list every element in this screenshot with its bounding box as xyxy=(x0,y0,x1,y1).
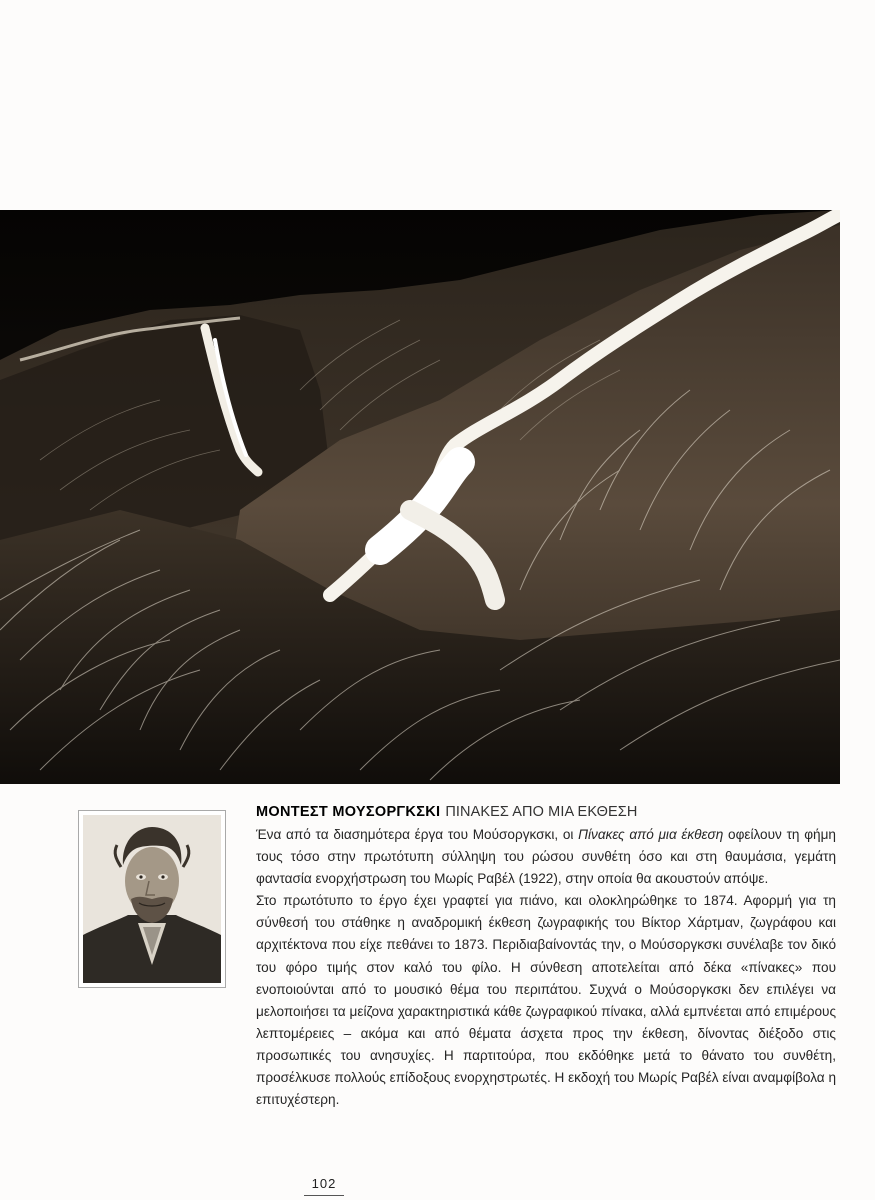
work-title: ΠΙΝΑΚΕΣ ΑΠΟ ΜΙΑ ΕΚΘΕΣΗ xyxy=(445,804,638,820)
paragraph-1-work-title: Πίνακες από μια έκθεση xyxy=(578,827,724,842)
composer-portrait-image xyxy=(83,815,221,983)
composer-portrait xyxy=(78,810,226,988)
page-number: 102 xyxy=(311,1176,337,1191)
grassy-dunes-image xyxy=(0,210,840,784)
paragraph-1-end: οφείλουν τη φήμη τους τόσο στην πρωτότυπη σύλληψη του ρώσου συνθέτη όσο και στη θαυμάσια, γεμάτη φαντασία ενορχήστρωση του Μωρίς Ραβέλ (1922), στην οποία θα ακουστούν απόψε. xyxy=(256,827,836,887)
page-number-rule xyxy=(304,1195,344,1196)
composer-name: ΜΟΝΤΕΣΤ ΜΟΥΣΟΡΓΚΣΚΙ xyxy=(256,804,441,820)
paragraph-1 xyxy=(256,824,836,890)
article xyxy=(256,801,836,1111)
paragraph-2: Στο πρωτότυπο το έργο έχει γραφτεί για πιάνο, και ολοκληρώθηκε το 1874. Αφορμή για τη σύνθεσή του στάθηκε η αναδρομική έκθεση ζωγραφικής του Βίκτορ Χάρτμαν, ζωγράφου και αρχιτέκτονα που είχε πεθάνει το 1873. Περιδιαβαίνοντάς την, ο Μούσοργκσκι συνέλαβε τον δικό του φόρο τιμής στον καλό του φίλο. Η σύνθεση αποτελείται από δέκα «πίνακες» που ενοποιούνται από το μουσικό θέμα του περιπάτου. Συχνά ο Μούσοργκσκι δεν επιλέγει να μελοποιήσει τα μείζονα χαρακτηριστικά κάθε ζωγραφικού πίνακα, αλλά εμπνέεται από επιμέρους λεπτομέρειες – ακόμα και από θέματα άσχετα προς την έκθεση, δίνοντας διέξοδο στις προσωπικές του ανησυχίες. Η παρτιτούρα, που εκδόθηκε μετά το θάνατο του συνθέτη, προσέλκυσε πολλούς επίδοξους ενορχηστρωτές. Η εκδοχή του Μωρίς Ραβέλ είναι αναμφίβολα η επιτυχέστερη. xyxy=(256,893,836,1108)
landscape-photo xyxy=(0,210,840,784)
article-heading xyxy=(256,801,836,823)
paragraph-1-start: Ένα από τα διασημότερα έργα του Μούσοργκσκι, οι xyxy=(256,827,579,842)
